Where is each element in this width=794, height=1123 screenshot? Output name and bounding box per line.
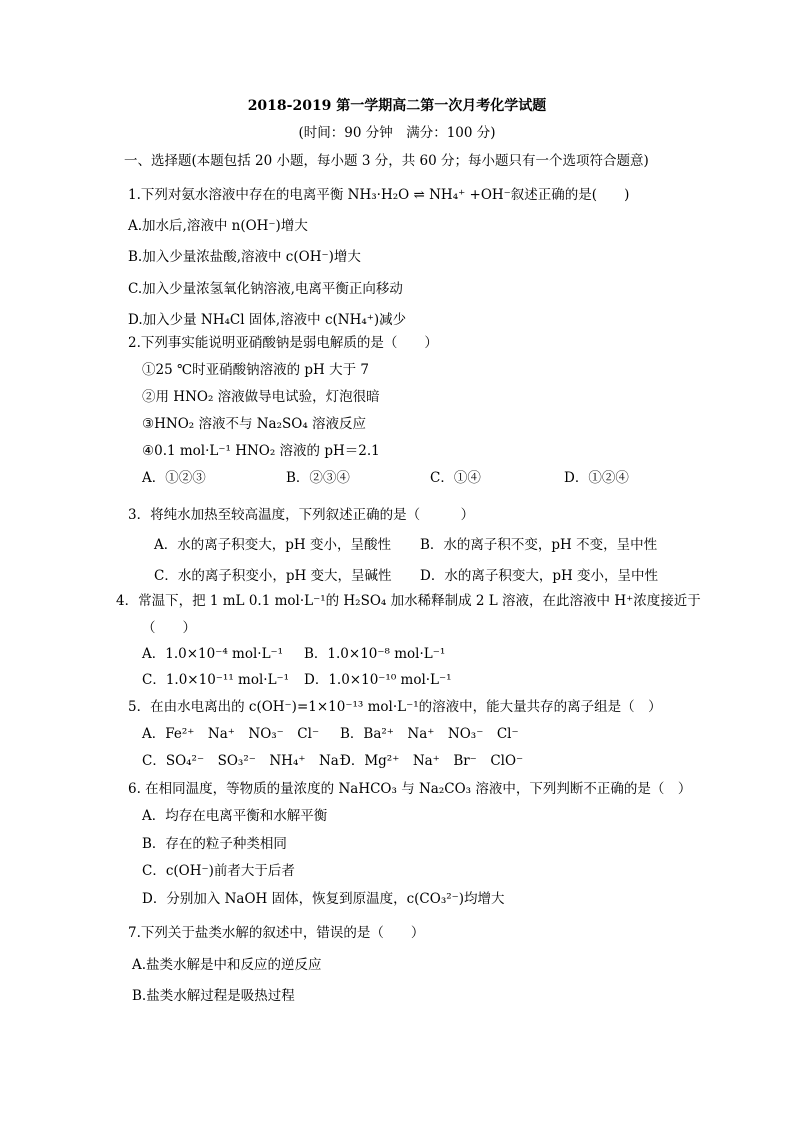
question-2-option-a: A．①②③ [142,470,206,486]
question-3-option-c: C．水的离子积变小，pH 变大，呈碱性 [154,568,392,584]
question-2-stem: 2.下列事实能说明亚硝酸钠是弱电解质的是（ ） [128,335,438,351]
question-4-option-a: A．1.0×10⁻⁴ mol·L⁻¹ [142,646,284,662]
question-4-stem: 4．常温下，把 1 mL 0.1 mol·L⁻¹的 H₂SO₄ 加水稀释制成 2 L 溶液，在此溶液中 H⁺浓度接近于 [116,593,701,609]
question-5-stem: 5．在由水电离出的 c(OH⁻)=1×10⁻¹³ mol·L⁻¹的溶液中，能大量共存的离子组是（ ） [128,699,662,715]
question-5-option-d: D．Mg²⁺ Na⁺ Br⁻ ClO⁻ [340,753,524,769]
question-3-stem: 3．将纯水加热至较高温度，下列叙述正确的是（ ） [128,507,475,523]
question-2-statement-4: ④0.1 mol·L⁻¹ HNO₂ 溶液的 pH＝2.1 [142,443,380,459]
question-5-option-b: B．Ba²⁺ Na⁺ NO₃⁻ Cl⁻ [340,726,519,742]
question-2-option-b: B．②③④ [286,470,350,486]
question-2-statement-3: ③HNO₂ 溶液不与 Na₂SO₄ 溶液反应 [142,416,367,432]
exam-title: 2018-2019 第一学期高二第一次月考化学试题 [247,98,547,114]
question-6-option-d: D．分别加入 NaOH 固体，恢复到原温度，c(CO₃²⁻)均增大 [142,891,505,907]
question-7-stem: 7.下列关于盐类水解的叙述中，错误的是（ ） [128,925,425,941]
question-1-option-b: B.加入少量浓盐酸,溶液中 c(OH⁻)增大 [128,249,361,265]
question-1-stem: 1.下列对氨水溶液中存在的电离平衡 NH₃·H₂O ⇌ NH₄⁺ +OH⁻叙述正确的是( ) [128,187,630,203]
question-1-option-d: D.加入少量 NH₄Cl 固体,溶液中 c(NH₄⁺)减少 [128,312,407,328]
question-2-option-d: D．①②④ [564,470,629,486]
question-1-option-a: A.加水后,溶液中 n(OH⁻)增大 [128,218,308,234]
question-3-option-d: D．水的离子积变大，pH 变小，呈中性 [420,568,659,584]
question-5-option-a: A．Fe²⁺ Na⁺ NO₃⁻ Cl⁻ [142,726,320,742]
question-7-option-b: B.盐类水解过程是吸热过程 [132,988,295,1004]
question-6-option-a: A．均存在电离平衡和水解平衡 [142,808,328,824]
question-7-option-a: A.盐类水解是中和反应的逆反应 [132,957,322,973]
question-5-option-c: C．SO₄²⁻ SO₃²⁻ NH₄⁺ Na⁺ [142,753,346,769]
question-1-option-c: C.加入少量浓氢氧化钠溶液,电离平衡正向移动 [128,281,403,297]
question-3-option-b: B．水的离子积不变，pH 不变，呈中性 [420,537,658,553]
question-3-option-a: A．水的离子积变大，pH 变小，呈酸性 [154,537,391,553]
question-6-option-b: B．存在的粒子种类相同 [142,836,287,852]
question-2-option-c: C．①④ [430,470,481,486]
exam-subtitle: (时间：90 分钟 满分：100 分) [298,125,496,141]
question-2-statement-2: ②用 HNO₂ 溶液做导电试验，灯泡很暗 [142,389,380,405]
question-4-option-d: D．1.0×10⁻¹⁰ mol·L⁻¹ [304,672,452,688]
question-4-stem-bracket: （ ） [142,620,196,636]
question-4-option-c: C．1.0×10⁻¹¹ mol·L⁻¹ [142,672,290,688]
section-heading: 一、选择题(本题包括 20 小题，每小题 3 分，共 60 分；每小题只有一个选项符合题意) [124,153,649,169]
question-6-option-c: C．c(OH⁻)前者大于后者 [142,863,295,879]
question-4-option-b: B．1.0×10⁻⁸ mol·L⁻¹ [304,646,446,662]
question-6-stem: 6. 在相同温度，等物质的量浓度的 NaHCO₃ 与 Na₂CO₃ 溶液中，下列判断不正确的是（ ） [128,781,692,797]
question-2-statement-1: ①25 ℃时亚硝酸钠溶液的 pH 大于 7 [142,362,369,378]
